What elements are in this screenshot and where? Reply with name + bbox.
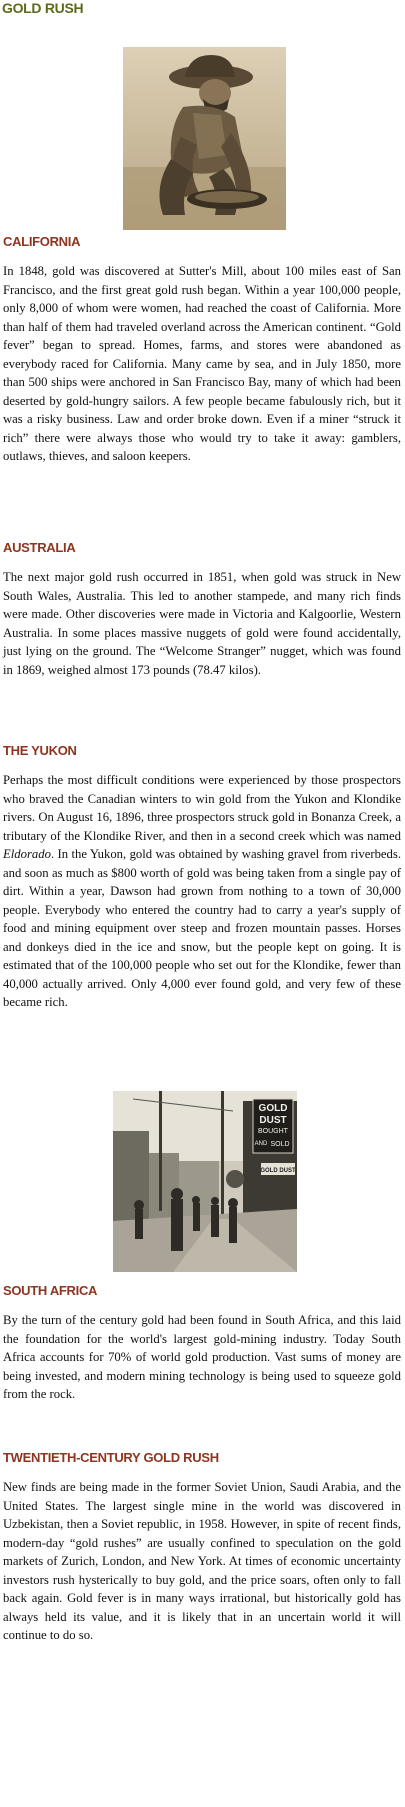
- section-text-california: In 1848, gold was discovered at Sutter's Mill, about 100 miles east of San Francisco, and the first great gold rush began. Within a year 100,000 people, only 8,000 of whom were women, had reached the coast of California. More than half of them had traveled overland across the American continent. “Gold fever” began to spread. Homes, farms, and stores were abandoned as everybody raced for California. Many came by sea, and in July 1850, more than 500 ships were anchored in San Francisco Bay, many of which had been deserted by gold-hungry sailors. A few people became fabulously rich, but it was a risky business. Law and order broke down. Even if a miner “struck it rich” there were always those who would try to take it away: gamblers, outlaws, thieves, and saloon keepers.: [3, 264, 401, 463]
- yukon-text-part-1: Perhaps the most difficult conditions were experienced by those prospectors who braved the Canadian winters to win gold from the Yukon and Klondike rivers. On August 16, 1896, three prospectors struck gold in Bonanza Creek, a tributary of the Klondike River, and then in a second creek which was named: [3, 773, 401, 843]
- section-heading-australia: AUSTRALIA: [3, 540, 76, 555]
- section-heading-yukon: THE YUKON: [3, 743, 77, 758]
- section-text-twentieth-century: New finds are being made in the former Soviet Union, Saudi Arabia, and the United States. The largest single mine in the world was discovered in Uzbekistan, then a Soviet republic, in 1958. However, in spite of recent finds, modern-day “gold rushes” are usually confined to speculation on the gold markets of Zurich, London, and New York. At times of economic uncertainty investors rush hysterically to buy gold, and the price soars, often only to fall back again. Gold fever is in many ways irrational, but historically gold has always held its value, and it is likely that in an uncertain world it will continue to do so.: [3, 1480, 401, 1642]
- section-heading-twentieth-century: TWENTIETH-CENTURY GOLD RUSH: [3, 1450, 219, 1465]
- prospector-illustration: [123, 47, 286, 230]
- sign-gold: GOLD: [258, 1103, 288, 1114]
- sign-dust: DUST: [259, 1115, 287, 1126]
- sign-sold: SOLD: [270, 1141, 290, 1148]
- page-title: GOLD RUSH: [2, 0, 84, 16]
- prospector-photo: [123, 47, 286, 230]
- section-heading-california: CALIFORNIA: [3, 234, 81, 249]
- section-text-south-africa: By the turn of the century gold had been found in South Africa, and this laid the foundation for the world's largest gold-mining industry. Today South Africa accounts for 70% of world gold production. Vast sums of money are being invested, and modern mining technology is being used to squeeze gold from the rock.: [3, 1313, 401, 1401]
- section-text-yukon: [3, 771, 401, 1012]
- section-heading-south-africa: SOUTH AFRICA: [3, 1283, 98, 1298]
- sign-bought: BOUGHT: [258, 1128, 288, 1135]
- section-text-australia: The next major gold rush occurred in 1851, when gold was struck in New South Wales, Australia. This led to another stampede, and many rich finds were made. Other discoveries were made in Victoria and Kalgoorlie, Western Australia. In some places massive nuggets of gold were found accidentally, just lying on the ground. The “Welcome Stranger” nugget, which was found in 1869, weighed almost 173 pounds (78.47 kilos).: [3, 570, 401, 677]
- yukon-text-eldorado: Eldorado: [3, 847, 51, 861]
- sign-gold-dust: GOLD DUST: [260, 1168, 296, 1174]
- street-scene-illustration: [113, 1091, 297, 1272]
- street-scene-photo: [113, 1091, 297, 1272]
- yukon-text-part-2: . In the Yukon, gold was obtained by washing gravel from riverbeds. and soon as much as $800 worth of gold was being taken from a single pay of dirt. Within a year, Dawson had grown from nothing to a town of 30,000 people. Everybody who entered the country had to carry a year's supply of food and mining equipment over steep and frozen mountain passes. Horses and donkeys died in the ice and snow, but the people kept on going. It is estimated that of the 100,000 people who set out for the Klondike, fewer than 40,000 actually arrived. Only 4,000 ever found gold, and very few of these became rich.: [3, 847, 401, 1009]
- sign-and: AND: [254, 1141, 268, 1147]
